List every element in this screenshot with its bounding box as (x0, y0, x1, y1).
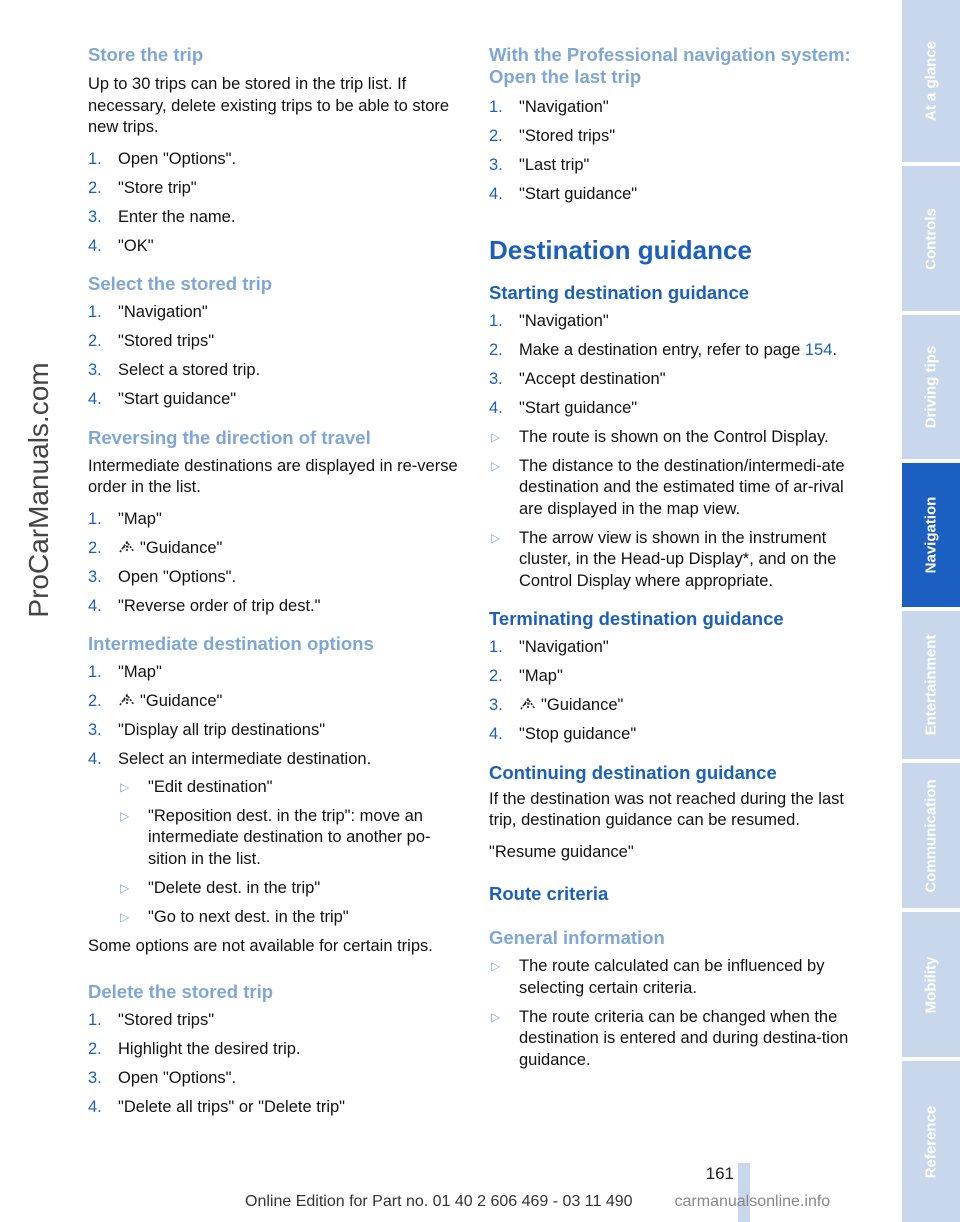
section-title-destination-guidance: Destination guidance (489, 234, 752, 265)
heading-intermediate: Intermediate destination options (88, 633, 374, 654)
list-item: 1. "Map" (88, 663, 162, 681)
list-item: 1. "Map" (88, 509, 162, 528)
list-item: ▷ "Go to next dest. in the trip" (120, 907, 349, 926)
tab-controls[interactable]: Controls (902, 166, 960, 311)
starting-steps (489, 311, 865, 420)
list-item: 4. "OK" (88, 236, 154, 255)
list-item: ▷ "Reposition dest. in the trip": move an intermediate destination to another po-sition in the list. (120, 806, 431, 868)
list-item: ▷ "Edit destination" (120, 777, 273, 796)
heading-delete-stored: Delete the stored trip (88, 981, 274, 1002)
list-item: ▷ The route calculated can be influenced by selecting certain criteria. (491, 957, 825, 997)
watermark (21, 160, 57, 820)
left-column (88, 44, 464, 1126)
list-item: 2. "Stored trips" (489, 127, 616, 145)
intermediate-options (118, 777, 464, 929)
list-item: 3. Open "Options". (88, 567, 237, 586)
list-item: 2. Make a destination entry, refer to page 154. (489, 340, 837, 359)
heading-terminating: Terminating destination guidance (489, 608, 784, 629)
heading-starting: Starting destination guidance (489, 281, 750, 303)
list-item: 2. "Guidance" (88, 538, 223, 557)
starting-bullets (489, 427, 865, 593)
tab-at-a-glance[interactable]: At a glance (902, 0, 960, 162)
list-item: 1. "Navigation" (489, 311, 609, 330)
list-item: 1. "Stored trips" (88, 1011, 215, 1029)
list-item: 3. "Guidance" (489, 696, 624, 714)
list-item: ▷ The distance to the destination/intermedi-ate destination and the estimated time of ar-rival are displayed in the map view. (491, 456, 845, 518)
list-item: ▷ The arrow view is shown in the instrument cluster, in the Head-up Display*, and on the Control Display where appropriate. (491, 528, 837, 590)
footer-watermark: carmanualsonline.info (674, 1193, 831, 1210)
list-item: 2. Highlight the desired trip. (88, 1040, 301, 1058)
list-item: 3. Select a stored trip. (88, 361, 261, 379)
heading-reversing: Reversing the direction of travel (88, 426, 371, 448)
page-reference-link[interactable]: 154 (804, 340, 833, 359)
list-item: 4. "Stop guidance" (489, 725, 637, 743)
footer-edition: Online Edition for Part no. 01 40 2 606 469 - 03 11 490 carmanualsonline.info (245, 1193, 831, 1210)
list-item: 3. "Display all trip destinations" (88, 721, 326, 739)
resume-guidance-text: "Resume guidance" (489, 842, 634, 861)
guidance-icon (519, 697, 537, 711)
list-item: 2. "Stored trips" (88, 332, 215, 350)
list-item: ▷ The route criteria can be changed when the destination is entered and during destina-tion guidance. (491, 1007, 849, 1069)
guidance-icon (118, 540, 136, 554)
list-item: ▷ The route is shown on the Control Display. (491, 427, 829, 446)
list-item: 3. "Accept destination" (489, 369, 666, 388)
section-sidebar (902, 0, 960, 1222)
list-item: 1. "Navigation" (489, 638, 609, 656)
tab-navigation[interactable]: Navigation (902, 463, 960, 607)
list-item: 1. "Navigation" (88, 303, 208, 321)
heading-route-criteria: Route criteria (489, 883, 609, 904)
intermediate-note: Some options are not available for certain trips. (88, 936, 433, 955)
reversing-intro: Intermediate destinations are displayed in re-verse order in the list. (88, 456, 458, 496)
list-item: 4. "Delete all trips" or "Delete trip" (88, 1098, 346, 1116)
list-item: 3. Open "Options". (88, 1069, 237, 1087)
list-item: ▷ "Delete dest. in the trip" (120, 878, 321, 897)
heading-store-trip: Store the trip (88, 44, 204, 65)
store-trip-steps (88, 149, 464, 258)
heading-continuing: Continuing destination guidance (489, 761, 777, 783)
page-number: 161 (705, 1164, 734, 1183)
list-item: 2. "Map" (489, 667, 563, 685)
delete-stored-steps (88, 1010, 464, 1119)
professional-steps (489, 97, 865, 206)
terminating-steps (489, 637, 865, 746)
general-bullets (489, 956, 865, 1071)
tab-reference[interactable]: Reference (902, 1061, 960, 1222)
right-column (489, 44, 865, 1079)
tab-communication[interactable]: Communication (902, 763, 960, 908)
store-trip-intro: Up to 30 trips can be stored in the trip list. If necessary, delete existing trips to be able to store new trips. (88, 75, 450, 136)
tab-entertainment[interactable]: Entertainment (902, 611, 960, 759)
tab-mobility[interactable]: Mobility (902, 912, 960, 1057)
list-item: 1. Open "Options". (88, 149, 237, 168)
intermediate-steps (88, 662, 464, 928)
list-item: 2. "Store trip" (88, 178, 197, 197)
list-item: 2. "Guidance" (88, 692, 223, 710)
list-item: 1. "Navigation" (489, 98, 609, 116)
continuing-text: If the destination was not reached during the last trip, destination guidance can be resumed. (489, 789, 844, 829)
watermark-text: ProCarManuals.com (23, 362, 54, 618)
select-stored-steps (88, 302, 464, 411)
list-item: 3. "Last trip" (489, 156, 590, 174)
list-item: 4. "Start guidance" (489, 185, 638, 203)
reversing-steps (88, 509, 464, 618)
list-item: 3. Enter the name. (88, 207, 236, 226)
list-item: 4. "Reverse order of trip dest." (88, 596, 321, 615)
guidance-icon (118, 693, 136, 707)
list-item: 4. "Start guidance" (489, 398, 638, 417)
heading-select-stored: Select the stored trip (88, 273, 273, 294)
heading-professional: With the Professional navigation system: Open the last trip (489, 44, 851, 87)
list-item: 4. Select an intermediate destination. ▷ "Edit destination" ▷ "Reposition dest. in the trip": move an intermediate destination to another po-sition in the list. ▷ "Delete dest. in the trip" ▷ "Go to next dest. in the trip" (88, 749, 464, 928)
heading-general-information: General information (489, 927, 665, 948)
list-item: 4. "Start guidance" (88, 390, 237, 408)
tab-driving-tips[interactable]: Driving tips (902, 315, 960, 459)
